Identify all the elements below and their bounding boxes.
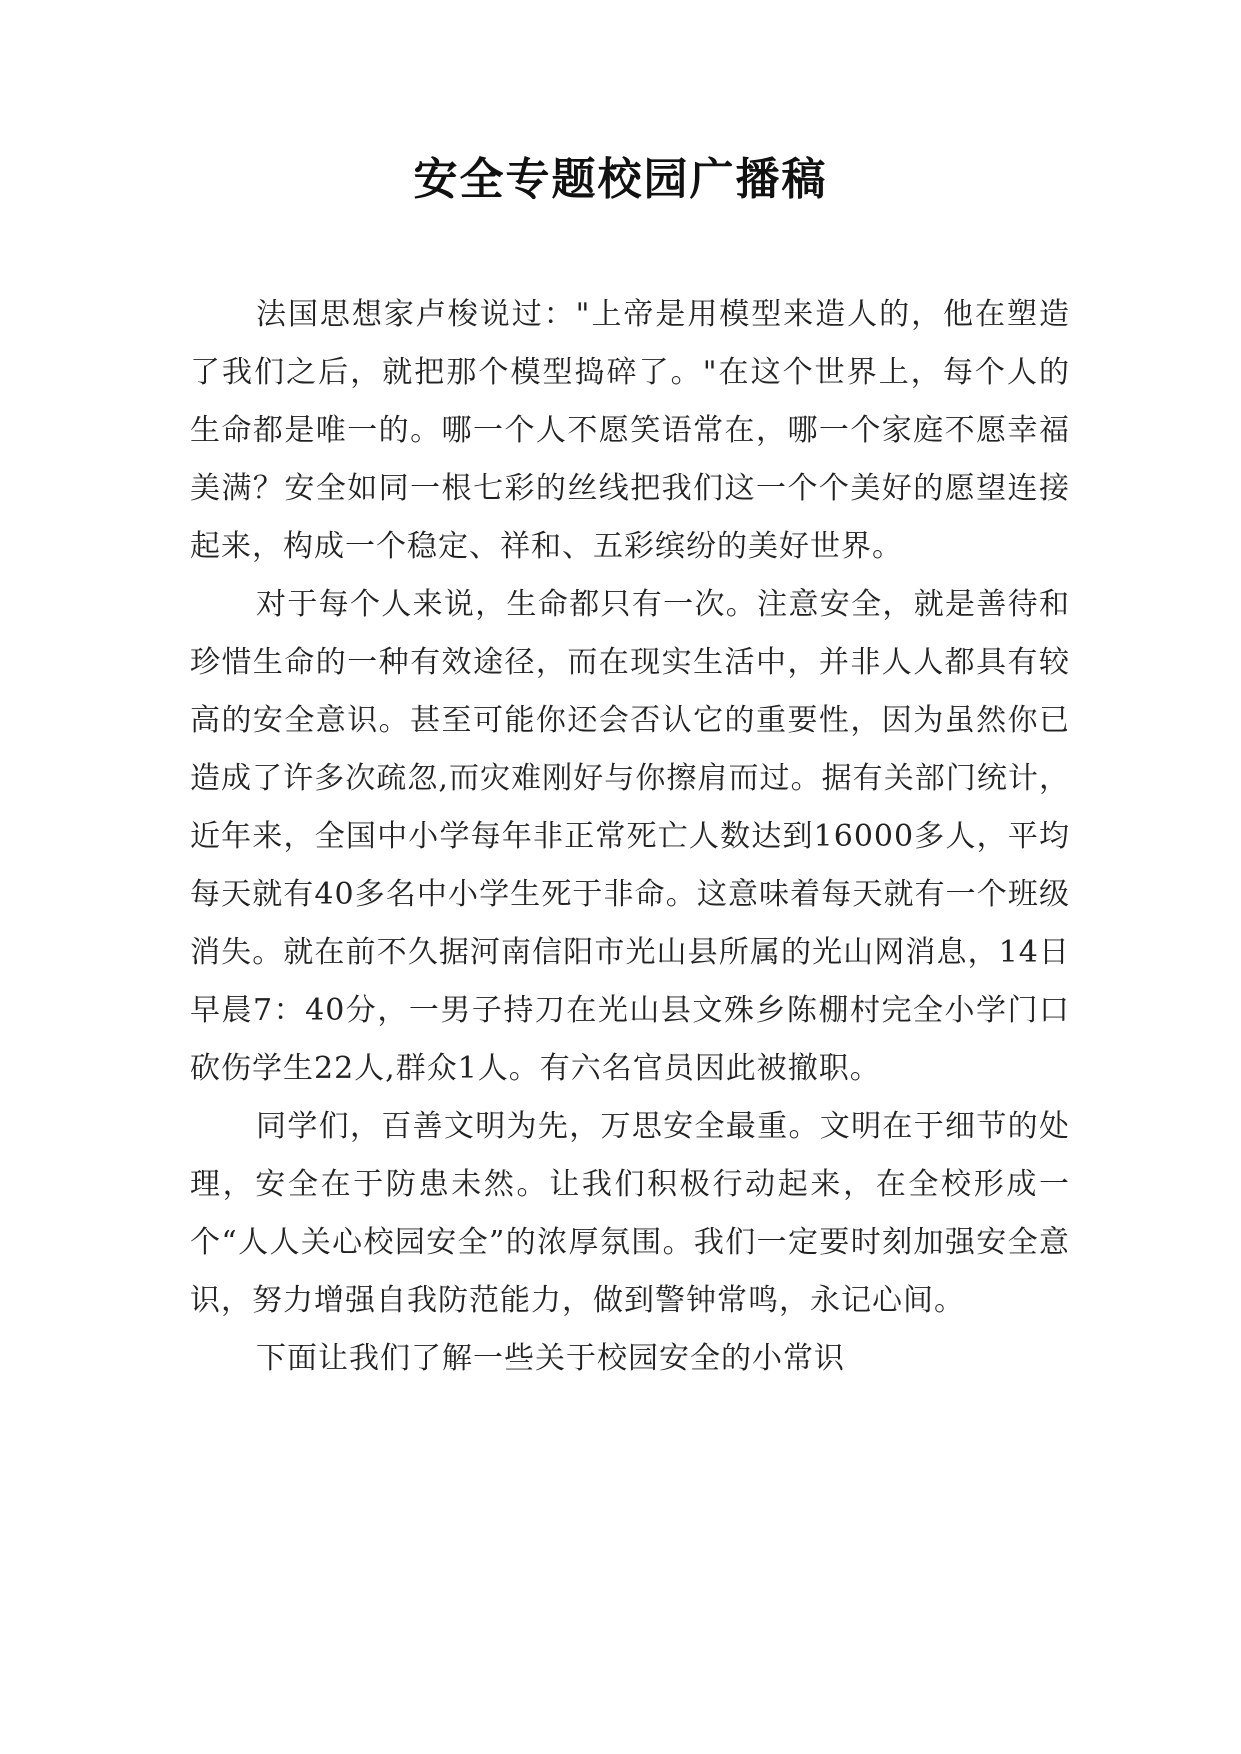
paragraph-rousseau-quote: 法国思想家卢梭说过："上帝是用模型来造人的，他在塑造了我们之后，就把那个模型捣碎了。"在这个世界上，每个人的生命都是唯一的。哪一个人不愿笑语常在，哪一个家庭不愿幸福美满？安全如同一根七彩的丝线把我们这一个个美好的愿望连接起来，构成一个稳定、祥和、五彩缤纷的美好世界。 [190,297,1070,564]
paragraph-life-once: 对于每个人来说，生命都只有一次。注意安全，就是善待和珍惜生命的一种有效途径，而在现实生活中，并非人人都具有较高的安全意识。甚至可能你还会否认它的重要性，因为虽然你已造成了许多次疏忽,而灾难刚好与你擦肩而过。据有关部门统计，近年来，全国中小学每年非正常死亡人数达到16000多人，平均每天就有40多名中小学生死于非命。这意味着每天就有一个班级消失。就在前不久据河南信阳市光山县所属的光山网消息，14日早晨7：40分，一男子持刀在光山县文殊乡陈棚村完全小学门口砍伤学生22人,群众1人。有六名官员因此被撤职。 [190,587,1070,1086]
paragraph-classmates: 同学们，百善文明为先，万思安全最重。文明在于细节的处理，安全在于防患未然。让我们积极行动起来，在全校形成一个“人人关心校园安全”的浓厚氛围。我们一定要时刻加强安全意识，努力增强自我防范能力，做到警钟常鸣，永记心间。 [190,1109,1070,1318]
document-title: 安全专题校园广播稿 [413,154,828,205]
document-body [190,286,1070,1388]
paragraph-safety-tips-intro: 下面让我们了解一些关于校园安全的小常识 [256,1341,845,1376]
